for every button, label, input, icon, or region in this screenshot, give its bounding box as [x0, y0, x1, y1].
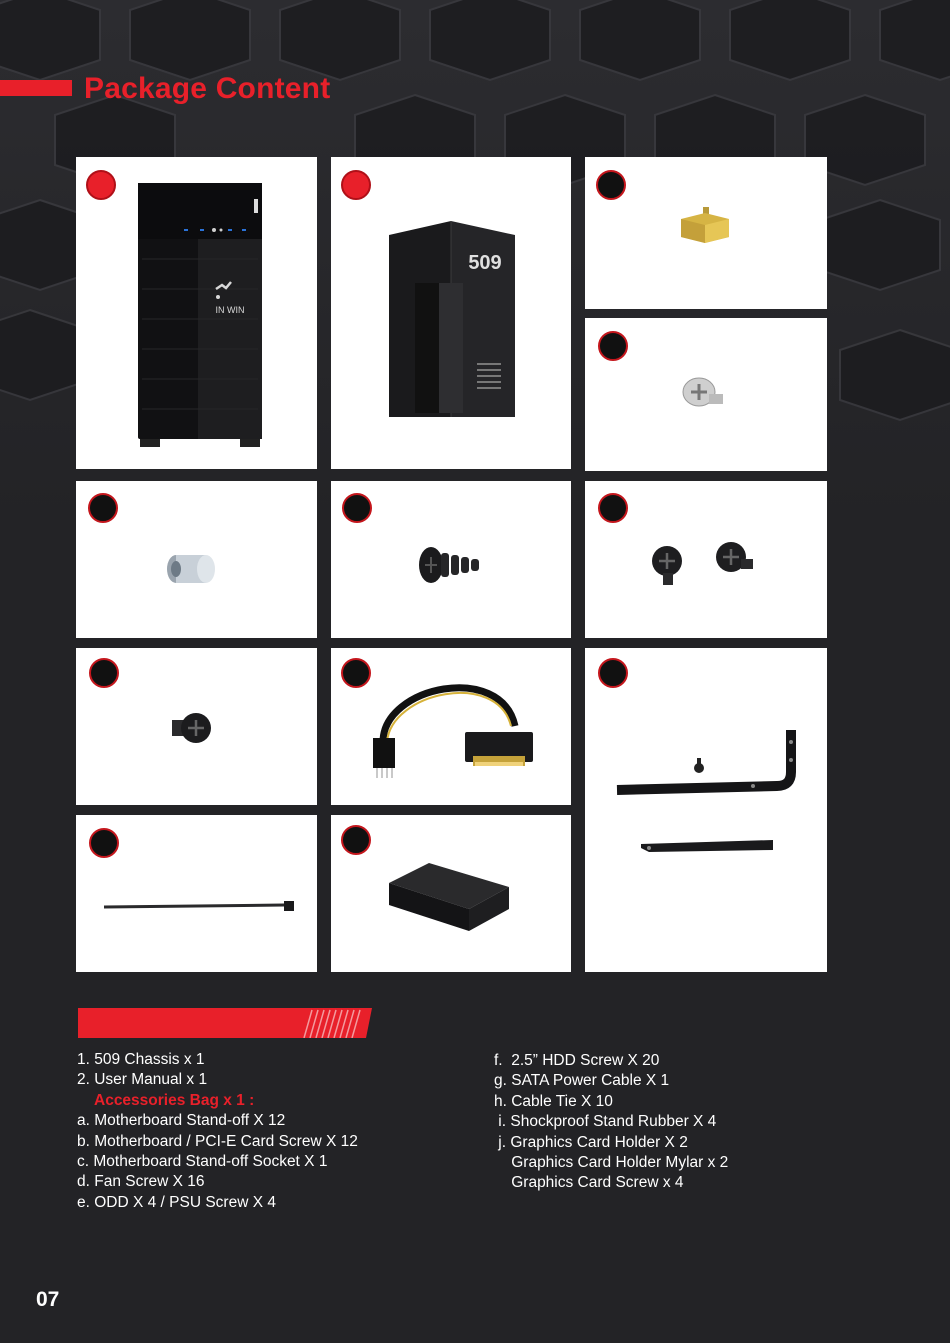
panel-cable-tie [76, 815, 317, 972]
item-badge-d [342, 493, 372, 523]
list-item: 1. 509 Chassis x 1 [77, 1051, 205, 1068]
panel-sata-cable [331, 648, 571, 805]
item-badge-f [89, 658, 119, 688]
list-item: d. Fan Screw X 16 [77, 1173, 205, 1191]
contents-list-right [494, 1051, 728, 1194]
panel-standoff-socket [76, 481, 317, 638]
panel-motherboard-screw [585, 318, 827, 471]
section-ribbon [78, 1008, 372, 1038]
list-item: c. Motherboard Stand-off Socket X 1 [77, 1153, 328, 1171]
sata-cable-image [361, 666, 541, 786]
item-badge-e [598, 493, 628, 523]
list-item: 2. User Manual x 1 [77, 1071, 208, 1089]
page-title: Package Content [84, 72, 331, 105]
list-item: Graphics Card Screw x 4 [494, 1174, 684, 1192]
list-item: j. Graphics Card Holder X 2 [494, 1133, 688, 1151]
user-manual-image [387, 213, 521, 419]
cable-tie-image [102, 897, 298, 917]
panel-shockproof-rubber [331, 815, 571, 972]
item-badge-h [89, 828, 119, 858]
fan-screw-image [415, 541, 491, 591]
panel-chassis [76, 157, 317, 469]
manual-model-text: 509 [468, 252, 502, 274]
item-badge-a [596, 170, 626, 200]
list-item: b. Motherboard / PCI-E Card Screw X 12 [77, 1132, 358, 1150]
panel-graphics-card-holder [585, 648, 827, 972]
item-badge-b [598, 331, 628, 361]
item-badge-c [88, 493, 118, 523]
standoff-image [675, 201, 735, 251]
hdd-screw-image [168, 708, 218, 748]
item-badge-j [598, 658, 628, 688]
item-badge-2 [341, 170, 371, 200]
accessories-heading: Accessories Bag x 1 : [94, 1091, 255, 1109]
list-item: f. 2.5” HDD Screw X 20 [494, 1052, 660, 1069]
graphics-card-holder-image [607, 722, 807, 862]
item-badge-i [341, 825, 371, 855]
panel-fan-screw [331, 481, 571, 638]
shockproof-rubber-image [385, 857, 515, 937]
panel-motherboard-standoff [585, 157, 827, 309]
standoff-socket-image [162, 541, 222, 591]
list-item: i. Shockproof Stand Rubber X 4 [494, 1113, 717, 1131]
list-item: Graphics Card Holder Mylar x 2 [494, 1154, 729, 1172]
panel-hdd-screw [76, 648, 317, 805]
panel-odd-psu-screw [585, 481, 827, 638]
contents-list-left [77, 1050, 358, 1213]
chassis-image [134, 179, 266, 451]
page-number: 07 [36, 1288, 60, 1311]
odd-psu-screw-image [647, 539, 759, 589]
item-badge-1 [86, 170, 116, 200]
panel-user-manual [331, 157, 571, 469]
list-item: g. SATA Power Cable X 1 [494, 1072, 670, 1090]
list-item: e. ODD X 4 / PSU Screw X 4 [77, 1193, 276, 1211]
chassis-brand-text: IN WIN [215, 305, 245, 315]
title-accent-bar [0, 80, 72, 96]
list-item: a. Motherboard Stand-off X 12 [77, 1112, 286, 1130]
mb-screw-image [679, 374, 727, 414]
list-item: h. Cable Tie X 10 [494, 1092, 613, 1110]
